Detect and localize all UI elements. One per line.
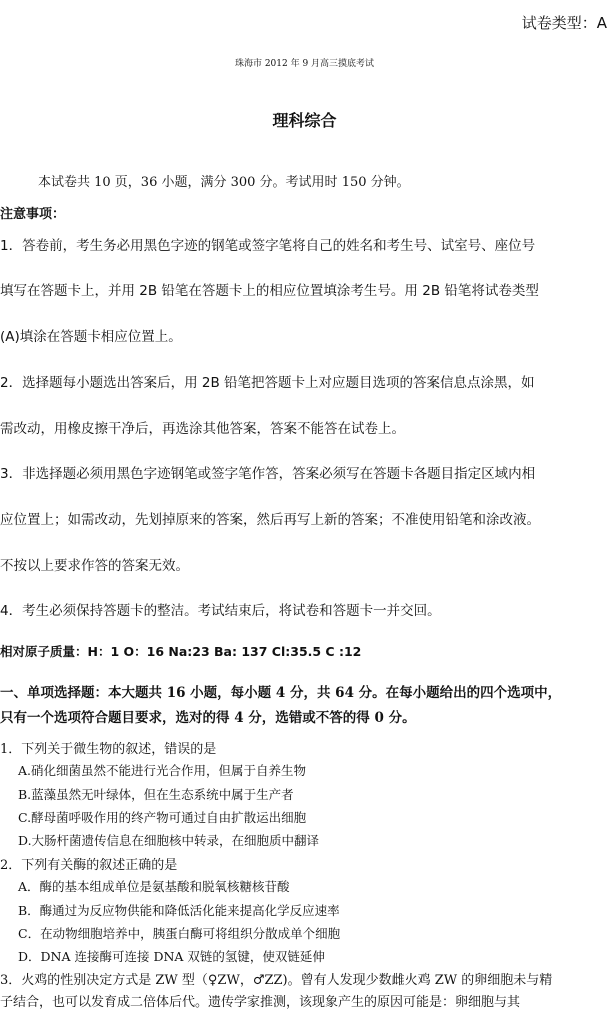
notice-line: 应位置上；如需改动，先划掉原来的答案，然后再写上新的答案；不准使用铅笔和涂改液。 xyxy=(0,512,540,528)
question-option: B．酶通过为反应物供能和降低活化能来提高化学反应速率 xyxy=(18,903,340,918)
atomic-mass-line: 相对原子质量：H：1 O：16 Na:23 Ba: 137 Cl:35.5 C :12 xyxy=(0,644,362,659)
exam-title: 珠海市 2012 年 9 月高三摸底考试 xyxy=(234,59,375,69)
exam-intro: 本试卷共 10 页，36 小题，满分 300 分。考试用时 150 分钟。 xyxy=(38,175,410,190)
notice-line: 3．非选择题必须用黑色字迹钢笔或签字笔作答，答案必须写在答题卡各题目指定区域内相 xyxy=(0,466,536,482)
notice-line: 需改动，用橡皮擦干净后，再选涂其他答案，答案不能答在试卷上。 xyxy=(0,421,405,437)
question-option: C．在动物细胞培养中，胰蛋白酶可将组织分散成单个细胞 xyxy=(18,926,341,941)
notice-heading: 注意事项： xyxy=(0,207,66,222)
question-option: D．DNA 连接酶可连接 DNA 双链的氢键，使双链延伸 xyxy=(18,949,325,964)
question-option: C.酵母菌呼吸作用的终产物可通过自由扩散运出细胞 xyxy=(18,810,307,825)
question-stem: 1．下列关于微生物的叙述，错误的是 xyxy=(0,742,217,757)
question-stem-cont: 子结合，也可以发育成二倍体后代。遗传学家推测，该现象产生的原因可能是：卵细胞与其 xyxy=(0,995,521,1010)
question-option: B.蓝藻虽然无叶绿体，但在生态系统中属于生产者 xyxy=(18,787,294,802)
exam-type-label: 试卷类型：A xyxy=(521,14,607,32)
section-heading-cont: 只有一个选项符合题目要求，选对的得 4 分，选错或不答的得 0 分。 xyxy=(0,710,416,726)
section-heading: 一、单项选择题：本大题共 16 小题，每小题 4 分，共 64 分。在每小题给出的四个选项中， xyxy=(0,685,562,701)
question-option: D.大肠杆菌遗传信息在细胞核中转录，在细胞质中翻译 xyxy=(18,833,320,848)
notice-line: 2．选择题每小题选出答案后，用 2B 铅笔把答题卡上对应题目选项的答案信息点涂黑，如 xyxy=(0,375,535,391)
notice-line: 4．考生必须保持答题卡的整洁。考试结束后，将试卷和答题卡一并交回。 xyxy=(0,603,441,619)
question-option: A．酶的基本组成单位是氨基酸和脱氧核糖核苷酸 xyxy=(18,879,290,894)
notice-line: 填写在答题卡上，并用 2B 铅笔在答题卡上的相应位置填涂考生号。用 2B 铅笔将试卷类型 xyxy=(0,283,539,299)
question-stem: 2．下列有关酶的叙述正确的是 xyxy=(0,858,178,873)
notice-line: 不按以上要求作答的答案无效。 xyxy=(0,558,189,574)
question-option: A.硝化细菌虽然不能进行光合作用，但属于自养生物 xyxy=(18,763,307,778)
question-stem: 3．火鸡的性别决定方式是 ZW 型（♀ZW，♂ZZ)。曾有人发现少数雌火鸡 ZW 的卵细胞未与精 xyxy=(0,973,553,988)
notice-line: 1．答卷前，考生务必用黑色字迹的钢笔或签字笔将自己的姓名和考生号、试室号、座位号 xyxy=(0,238,536,254)
notice-line: (A)填涂在答题卡相应位置上。 xyxy=(0,329,182,345)
subject-title: 理科综合 xyxy=(272,111,337,130)
